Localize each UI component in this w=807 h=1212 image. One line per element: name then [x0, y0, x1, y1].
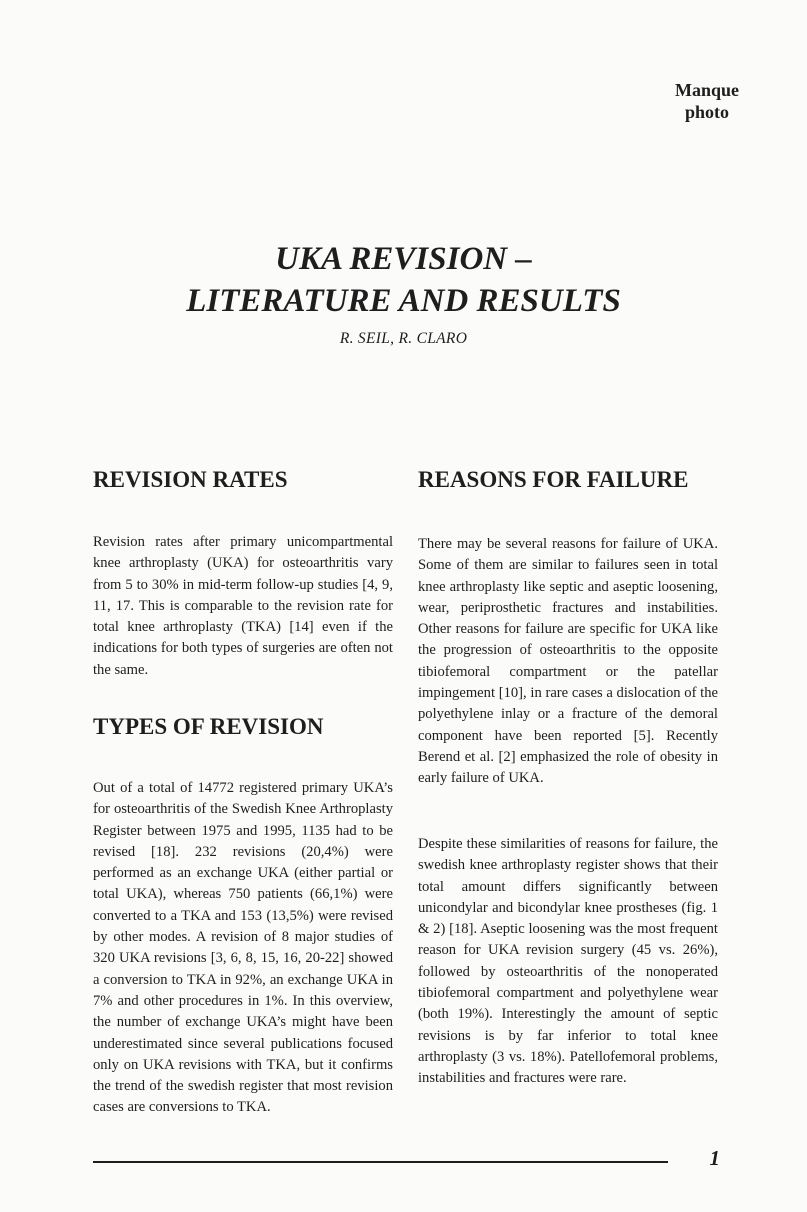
article-title [0, 238, 807, 322]
title-line-1: UKA REVISION – [275, 241, 532, 277]
corner-note [657, 79, 757, 123]
paragraph-reasons-for-failure-1: There may be several reasons for failure of UKA. Some of them are similar to failures seen in total knee arthroplasty like septic and aseptic loosening, wear, periprosthetic fractures and instabilities. Other reasons for failure are specific for UKA like the progression of osteoarthritis to the opposite tibiofemoral compartment or the patellar impingement [10], in rare cases a dislocation of the polyethylene inlay or a fracture of the demoral component have been reported [5]. Recently Berend et al. [2] emphasized the role of obesity in early failure of UKA. [418, 536, 718, 787]
paragraph-types-of-revision: Out of a total of 14772 registered primary UKA’s for osteoarthritis of the Swedish Knee Arthroplasty Register between 1975 and 1995, 1135 had to be revised [18]. 232 revisions (20,4%) were performed as an exchange UKA (either partial or total UKA), whereas 750 patients (66,1%) were converted to a TKA and 153 (13,5%) were revised by other modes. A revision of 8 major studies of 320 UKA revisions [3, 6, 8, 15, 16, 20-22] showed a conversion to TKA in 92%, an exchange UKA in 7% and other procedures in 1%. In this overview, the number of exchange UKA’s might have been underestimated since several publications focused only on UKA revisions with TKA, but it confirms the trend of the swedish register that most revision cases are conversions to TKA. [93, 780, 393, 1116]
footer-rule [93, 1161, 668, 1163]
paragraph-revision-rates: Revision rates after primary unicompartmental knee arthroplasty (UKA) for osteoarthritis vary from 5 to 30% in mid-term follow-up studies [4, 9, 11, 17. This is comparable to the revision rate for total knee arthroplasty (TKA) [14] even if the indications for both types of surgeries are often not the same. [93, 534, 393, 678]
paragraph-reasons-for-failure-2: Despite these similarities of reasons for failure, the swedish knee arthroplasty register shows that their total amount differs significantly between unicondylar and bicondylar knee prostheses (fig. 1 & 2) [18]. Aseptic loosening was the most frequent reason for UKA revision surgery (45 vs. 26%), followed by osteoarthritis of the nonoperated tibiofemoral compartment and polyethylene wear (both 19%). Interestingly the amount of septic revisions is by far inferior to total knee arthroplasty (3 vs. 18%). Patellofemoral problems, instabilities and fractures were rare. [418, 836, 718, 1087]
heading-reasons-for-failure: REASONS FOR FAILURE [418, 467, 689, 492]
page-number: 1 [709, 1146, 720, 1170]
authors: R. SEIL, R. CLARO [339, 330, 468, 347]
heading-types-of-revision: TYPES OF REVISION [93, 714, 324, 739]
corner-note-line-1: Manque [674, 80, 739, 100]
corner-note-line-2: photo [684, 102, 729, 122]
title-line-2: LITERATURE AND RESULTS [186, 283, 621, 319]
heading-revision-rates: REVISION RATES [93, 467, 288, 492]
